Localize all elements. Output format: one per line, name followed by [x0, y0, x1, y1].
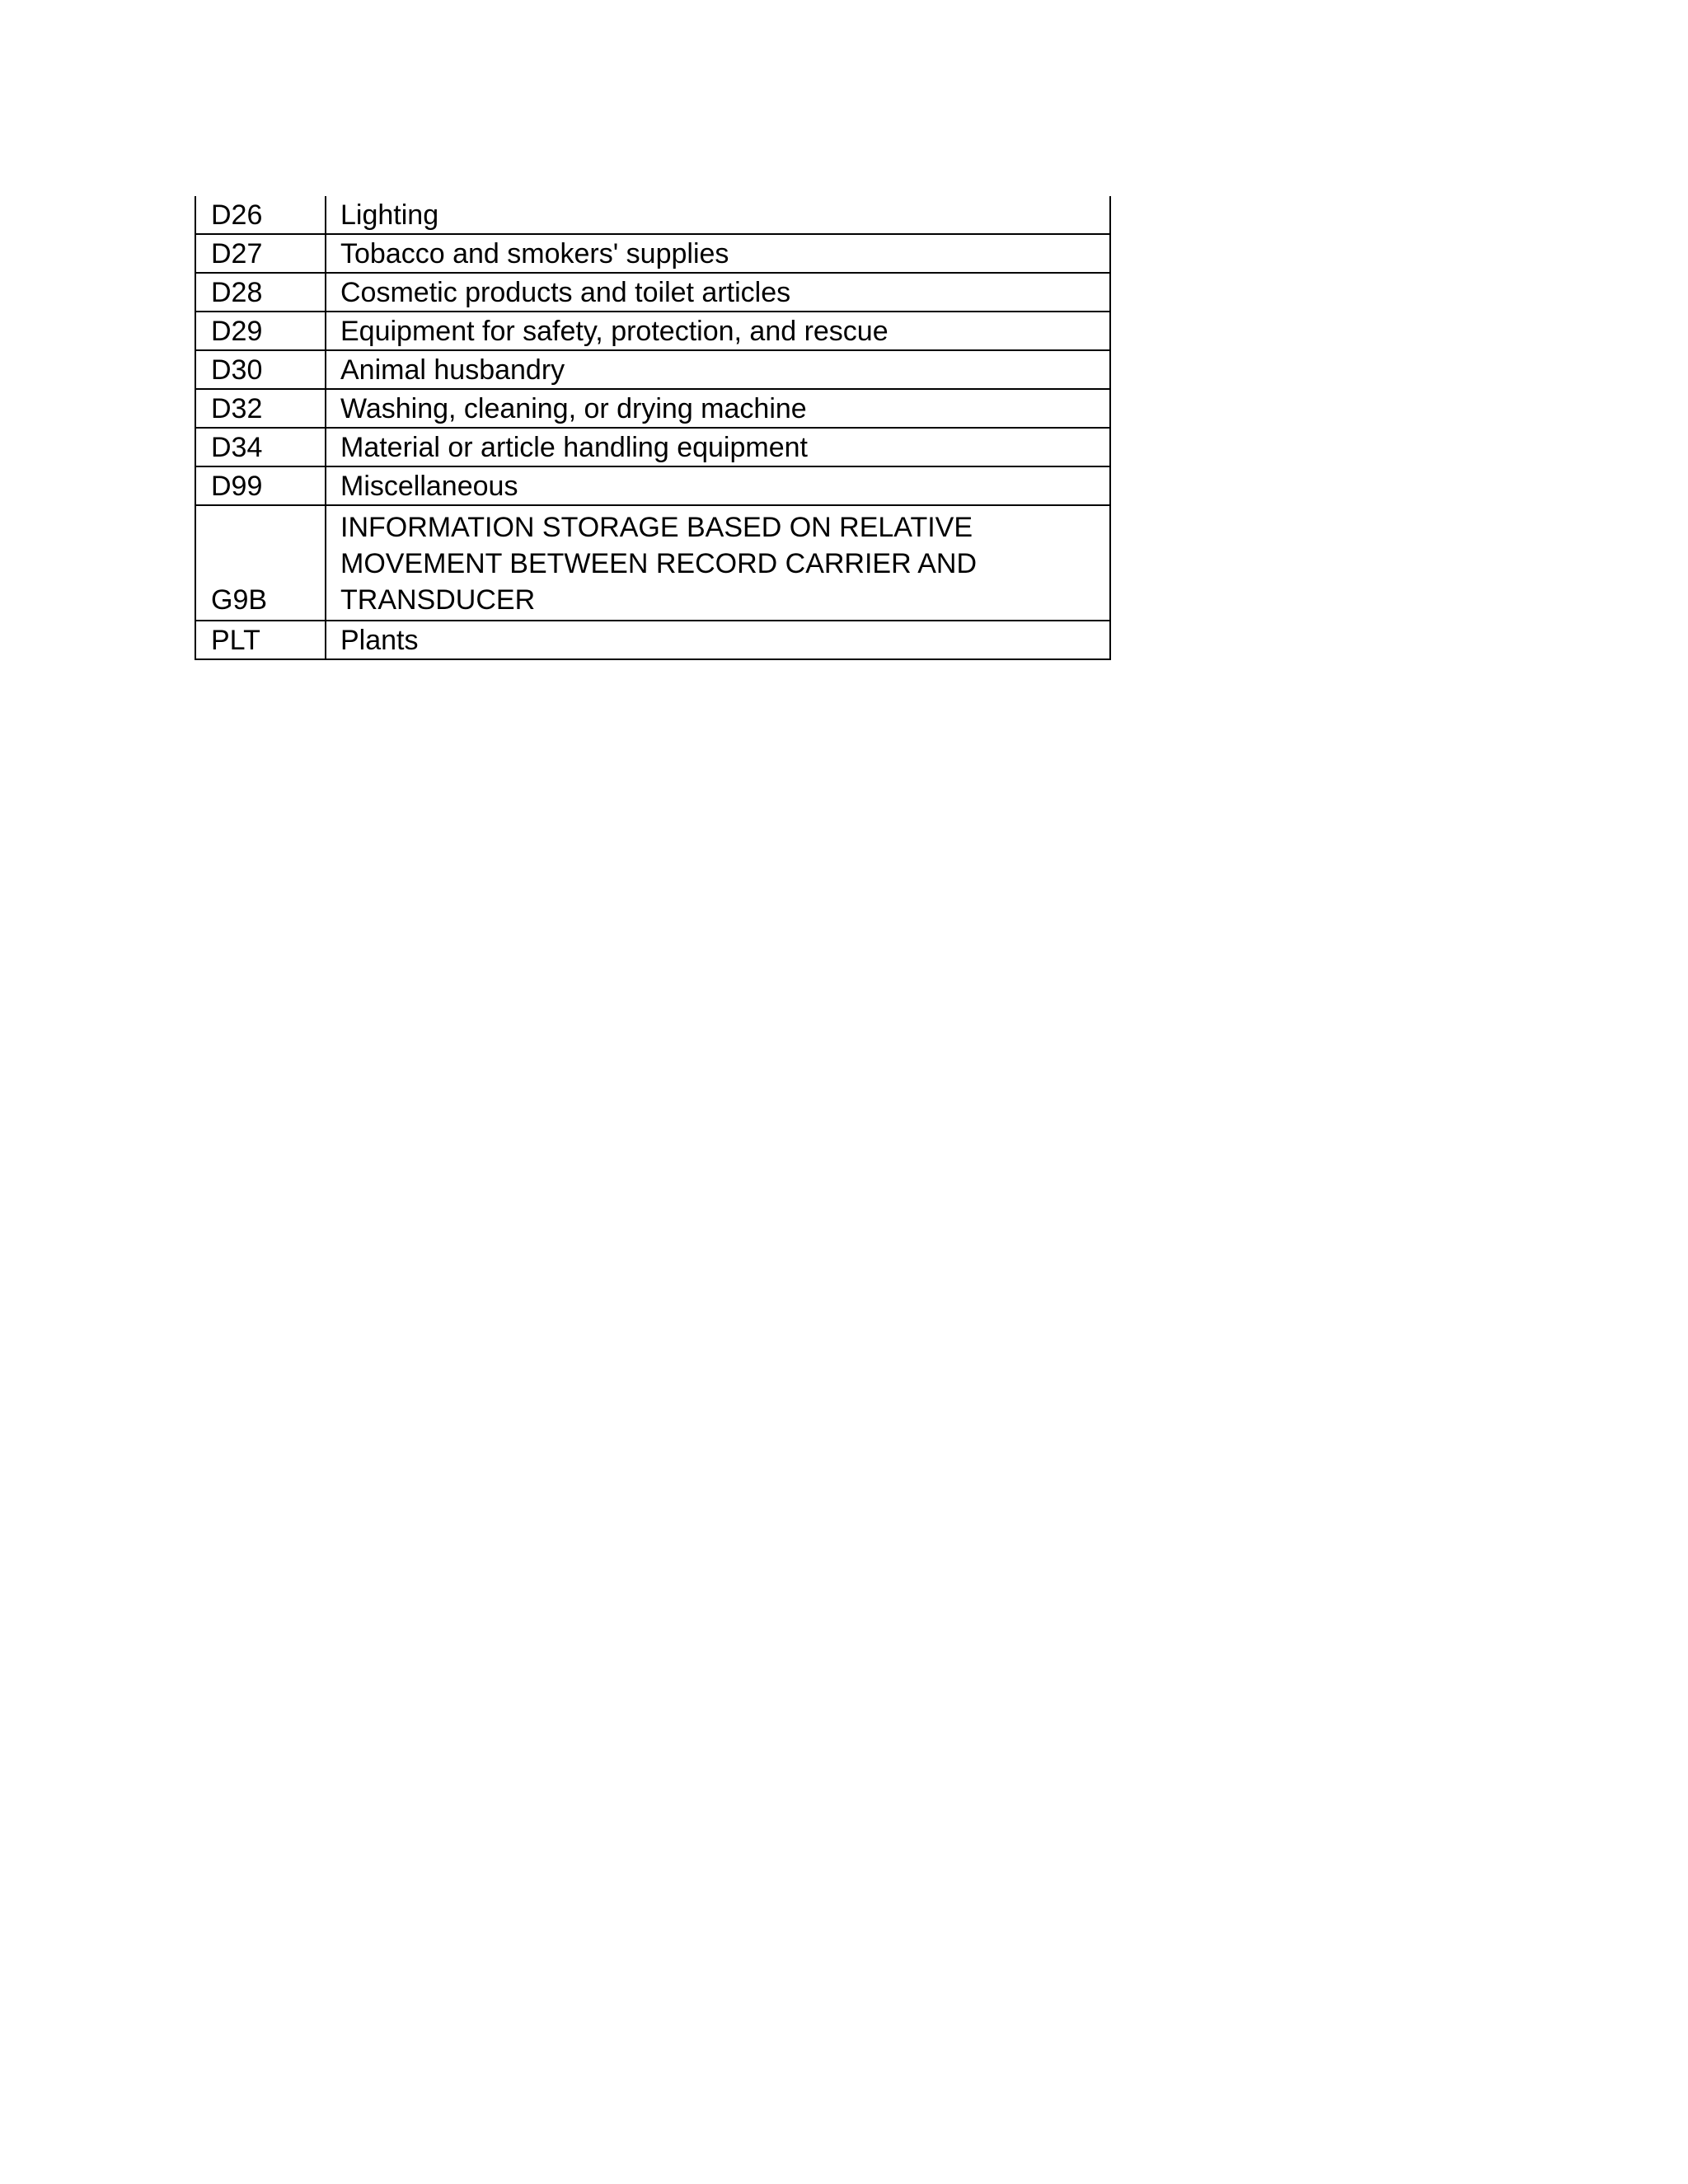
class-description-cell: Animal husbandry: [326, 350, 1110, 389]
class-description-cell: Equipment for safety, protection, and rescue: [326, 312, 1110, 350]
class-code-cell: D99: [195, 466, 326, 505]
class-code-cell: D27: [195, 234, 326, 273]
class-description-cell: INFORMATION STORAGE BASED ON RELATIVE MOVEMENT BETWEEN RECORD CARRIER AND TRANSDUCER: [326, 505, 1110, 621]
table-row: [195, 466, 1110, 505]
class-code-cell: D34: [195, 428, 326, 466]
class-description-cell: Cosmetic products and toilet articles: [326, 273, 1110, 312]
class-code-cell: D30: [195, 350, 326, 389]
table-row: [195, 428, 1110, 466]
class-code-cell: PLT: [195, 621, 326, 659]
class-code-cell: D26: [195, 196, 326, 234]
class-code-cell: G9B: [195, 505, 326, 621]
table-row: [195, 273, 1110, 312]
table-row: [195, 312, 1110, 350]
table-row: [195, 196, 1110, 234]
class-description-cell: Miscellaneous: [326, 466, 1110, 505]
class-description-cell: Plants: [326, 621, 1110, 659]
class-description-cell: Tobacco and smokers' supplies: [326, 234, 1110, 273]
table-row: [195, 621, 1110, 659]
class-code-cell: D32: [195, 389, 326, 428]
table-row: [195, 389, 1110, 428]
table-row: [195, 505, 1110, 621]
class-description-cell: Lighting: [326, 196, 1110, 234]
classification-table: [195, 196, 1111, 660]
class-description-cell: Washing, cleaning, or drying machine: [326, 389, 1110, 428]
table-row: [195, 234, 1110, 273]
class-description-cell: Material or article handling equipment: [326, 428, 1110, 466]
class-code-cell: D29: [195, 312, 326, 350]
class-code-cell: D28: [195, 273, 326, 312]
table-row: [195, 350, 1110, 389]
